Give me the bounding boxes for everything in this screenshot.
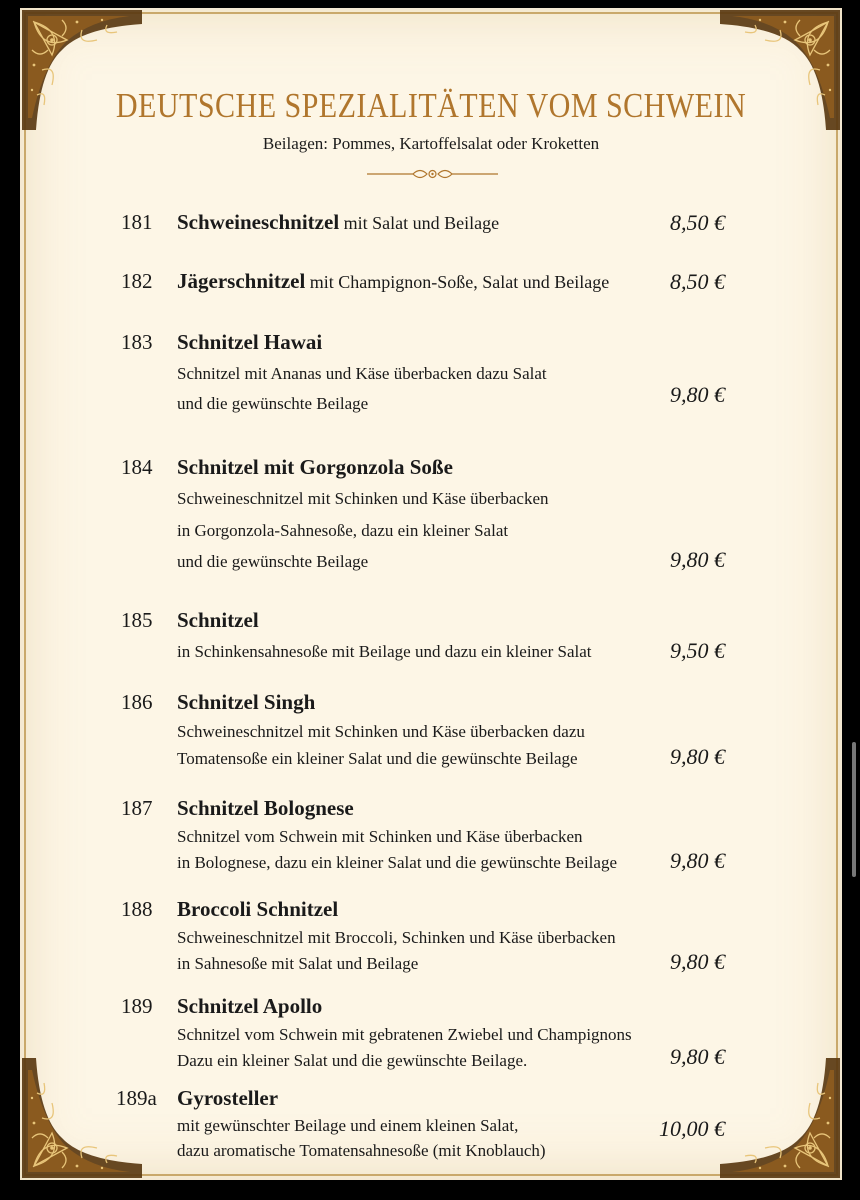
item-number: 188 bbox=[121, 897, 153, 921]
item-name: Jägerschnitzel bbox=[177, 269, 306, 293]
item-number: 182 bbox=[121, 269, 153, 293]
item-price: 9,80 € bbox=[670, 382, 725, 407]
item-name: Schnitzel mit Gorgonzola Soße bbox=[177, 455, 453, 479]
item-inline-description: mit Champignon-Soße, Salat und Beilage bbox=[305, 272, 610, 292]
item-title-line bbox=[177, 455, 453, 480]
item-number: 187 bbox=[121, 796, 153, 820]
item-name: Broccoli Schnitzel bbox=[177, 897, 339, 921]
item-number: 184 bbox=[121, 455, 153, 479]
item-name: Schnitzel Hawai bbox=[177, 330, 323, 354]
item-inline-description: mit Salat und Beilage bbox=[339, 213, 500, 233]
item-name: Schnitzel Apollo bbox=[177, 994, 323, 1018]
item-number: 189 bbox=[121, 994, 153, 1018]
item-description: Schnitzel vom Schwein mit Schinken und Käse überbacken bbox=[177, 827, 583, 846]
menu-page bbox=[20, 8, 842, 1180]
item-title-line bbox=[177, 796, 354, 821]
item-description: Schweineschnitzel mit Schinken und Käse überbacken dazu bbox=[177, 722, 585, 741]
item-number: 189a bbox=[116, 1086, 157, 1110]
item-title-line bbox=[177, 690, 315, 715]
item-description: Schweineschnitzel mit Schinken und Käse überbacken bbox=[177, 489, 549, 508]
item-price: 9,80 € bbox=[670, 848, 725, 873]
flourish-divider-icon bbox=[365, 166, 500, 182]
item-description: Tomatensoße ein kleiner Salat und die gewünschte Beilage bbox=[177, 749, 578, 768]
item-name: Schweineschnitzel bbox=[177, 210, 340, 234]
item-name: Gyrosteller bbox=[177, 1086, 279, 1110]
item-description: Dazu ein kleiner Salat und die gewünschte Beilage. bbox=[177, 1051, 528, 1070]
scrollbar-thumb[interactable] bbox=[852, 742, 856, 877]
item-description: dazu aromatische Tomatensahnesoße (mit Knoblauch) bbox=[177, 1141, 546, 1160]
item-number: 183 bbox=[121, 330, 153, 354]
item-price: 9,80 € bbox=[670, 547, 725, 572]
item-number: 185 bbox=[121, 608, 153, 632]
menu-title: DEUTSCHE SPEZIALITÄTEN VOM SCHWEIN bbox=[115, 86, 747, 125]
item-description: in Bolognese, dazu ein kleiner Salat und die gewünschte Beilage bbox=[177, 853, 617, 872]
item-name: Schnitzel bbox=[177, 608, 259, 632]
menu-subtitle: Beilagen: Pommes, Kartoffelsalat oder Kroketten bbox=[262, 134, 600, 153]
item-title-line bbox=[177, 608, 259, 633]
item-description: und die gewünschte Beilage bbox=[177, 552, 369, 571]
item-title-line bbox=[177, 330, 322, 355]
item-description: in Gorgonzola-Sahnesoße, dazu ein kleiner Salat bbox=[177, 521, 509, 540]
item-description: Schnitzel vom Schwein mit gebratenen Zwiebel und Champignons bbox=[177, 1025, 632, 1044]
item-title-line bbox=[177, 994, 322, 1019]
item-description: Schnitzel mit Ananas und Käse überbacken dazu Salat bbox=[177, 364, 547, 383]
item-name: Schnitzel Bolognese bbox=[177, 796, 354, 820]
item-description: in Sahnesoße mit Salat und Beilage bbox=[177, 954, 419, 973]
item-description: mit gewünschter Beilage und einem kleinen Salat, bbox=[177, 1116, 519, 1135]
item-description: in Schinkensahnesoße mit Beilage und dazu ein kleiner Salat bbox=[177, 642, 592, 661]
item-number: 181 bbox=[121, 210, 153, 234]
item-price: 9,80 € bbox=[670, 949, 725, 974]
corner-ornament-icon bbox=[22, 1058, 142, 1178]
item-title-line bbox=[177, 897, 338, 922]
item-title-line bbox=[177, 210, 499, 235]
item-price: 9,80 € bbox=[670, 744, 725, 769]
item-title-line bbox=[177, 269, 609, 294]
item-number: 186 bbox=[121, 690, 153, 714]
item-price: 9,80 € bbox=[670, 1044, 725, 1069]
item-price: 10,00 € bbox=[659, 1116, 725, 1141]
item-price: 8,50 € bbox=[670, 210, 725, 235]
corner-ornament-icon bbox=[720, 1058, 840, 1178]
item-description: Schweineschnitzel mit Broccoli, Schinken und Käse überbacken bbox=[177, 928, 616, 947]
item-title-line bbox=[177, 1086, 278, 1111]
item-description: und die gewünschte Beilage bbox=[177, 394, 369, 413]
item-price: 8,50 € bbox=[670, 269, 725, 294]
item-name: Schnitzel Singh bbox=[177, 690, 316, 714]
item-price: 9,50 € bbox=[670, 638, 725, 663]
